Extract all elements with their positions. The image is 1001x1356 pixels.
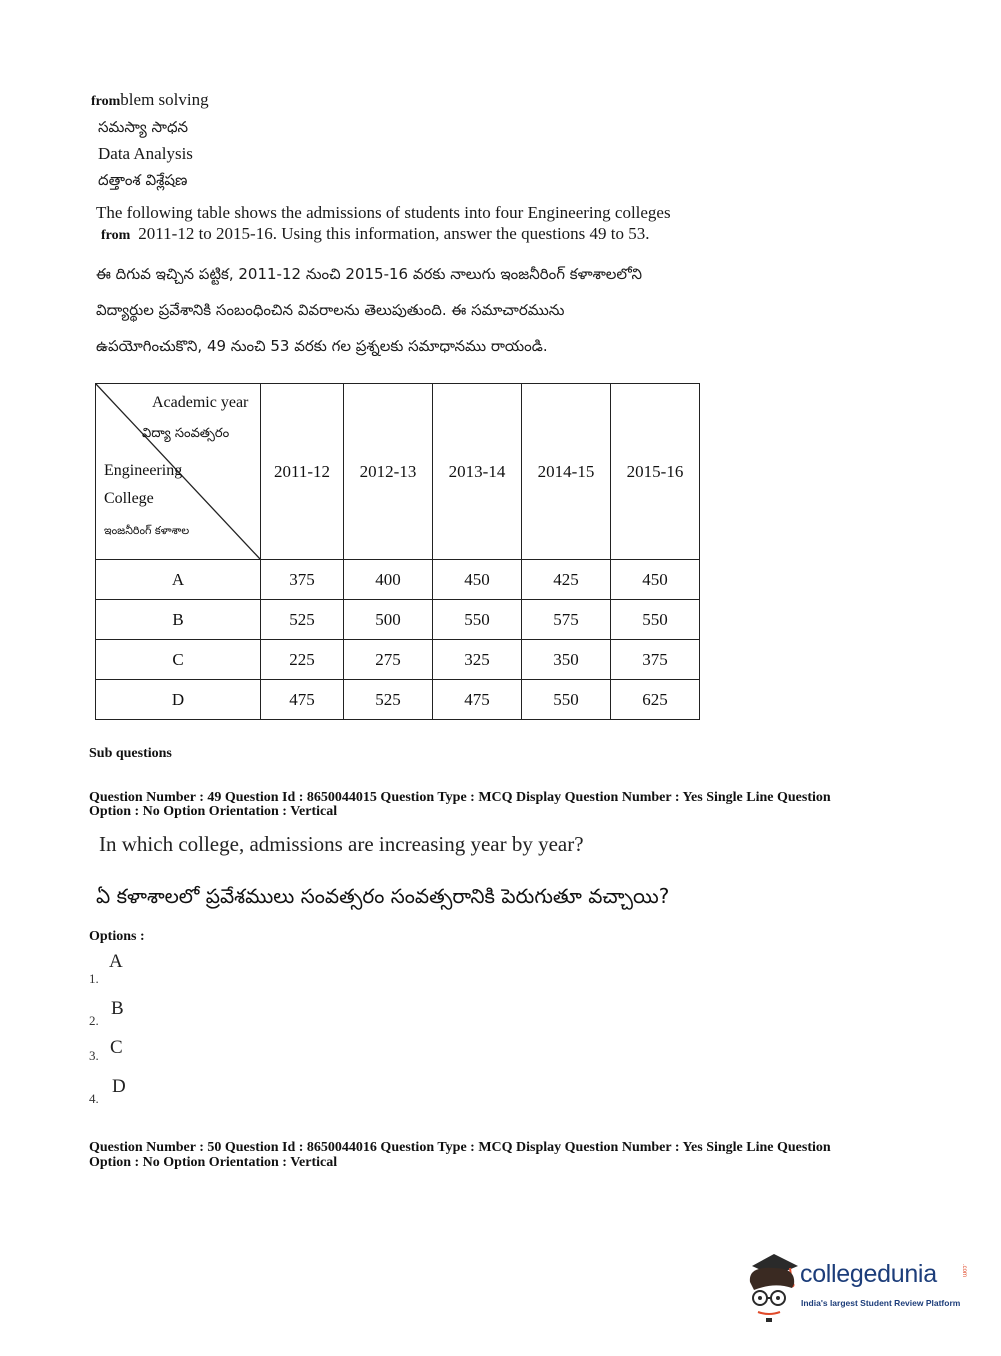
- intro-te-line2: విద్యార్థుల ప్రవేశానికి సంబంధించిన వివరాలను తెలుపుతుంది. ఈ సమాచారమును: [96, 301, 565, 319]
- option-value: A: [109, 951, 123, 972]
- value-cell: 625: [611, 680, 700, 720]
- intro-from: from: [101, 228, 131, 243]
- college-cell: C: [96, 640, 261, 680]
- collegedunia-logo[interactable]: [744, 1252, 974, 1322]
- value-cell: 375: [261, 560, 344, 600]
- corner-college-te: ఇంజనీరింగ్ కళాశాల: [104, 524, 190, 537]
- year-header: 2013-14: [433, 384, 522, 560]
- value-cell: 375: [611, 640, 700, 680]
- value-cell: 400: [344, 560, 433, 600]
- q50-meta-line2: Option : No Option Orientation : Vertical: [89, 1155, 338, 1170]
- q49-meta-line1: Question Number : 49 Question Id : 8650044015 Question Type : MCQ Display Question Number : Yes Single Line Question: [89, 790, 831, 805]
- table-header-row: [96, 384, 700, 560]
- intro-en-line1: The following table shows the admissions of students into four Engineering colleges: [96, 203, 671, 222]
- q50-meta-line1: Question Number : 50 Question Id : 8650044016 Question Type : MCQ Display Question Number : Yes Single Line Question: [89, 1140, 831, 1155]
- logo-name: collegedunia: [800, 1260, 937, 1288]
- value-cell: 575: [522, 600, 611, 640]
- value-cell: 225: [261, 640, 344, 680]
- year-header: 2011-12: [261, 384, 344, 560]
- table-row: [96, 600, 700, 640]
- corner-year-en: Academic year: [152, 394, 249, 411]
- q49-text-te: ఏ కళాశాలలో ప్రవేశములు సంవత్సరం సంవత్సరానికి పెరుగుతూ వచ్చాయి?: [96, 884, 670, 908]
- intro-en-line2: [101, 224, 650, 244]
- value-cell: 475: [261, 680, 344, 720]
- value-cell: 450: [433, 560, 522, 600]
- logo-suffix: .com: [961, 1264, 967, 1278]
- topic-te: సమస్యా సాధన: [98, 118, 189, 136]
- table-row: [96, 680, 700, 720]
- admissions-table: [95, 383, 700, 720]
- mascot-icon: [744, 1252, 804, 1322]
- logo-tagline: India's largest Student Review Platform: [801, 1298, 961, 1308]
- year-header: 2014-15: [522, 384, 611, 560]
- intro-te-line3: ఉపయోగించుకొని, 49 నుంచి 53 వరకు గల ప్రశ్నలకు సమాధానము రాయండి.: [96, 337, 548, 355]
- option-3[interactable]: [89, 1037, 149, 1077]
- section-en: Data Analysis: [98, 144, 193, 163]
- value-cell: 550: [611, 600, 700, 640]
- value-cell: 450: [611, 560, 700, 600]
- value-cell: 525: [344, 680, 433, 720]
- value-cell: 350: [522, 640, 611, 680]
- topic-en: blem solving: [120, 90, 209, 109]
- value-cell: 500: [344, 600, 433, 640]
- corner-year-te: విద్యా సంవత్సరం: [142, 426, 230, 441]
- value-cell: 425: [522, 560, 611, 600]
- table-row: [96, 560, 700, 600]
- corner-college-en1: Engineering: [104, 462, 183, 479]
- college-cell: B: [96, 600, 261, 640]
- option-value: B: [111, 998, 124, 1019]
- college-cell: D: [96, 680, 261, 720]
- value-cell: 275: [344, 640, 433, 680]
- value-cell: 325: [433, 640, 522, 680]
- intro-en-text2: 2011-12 to 2015-16. Using this information, answer the questions 49 to 53.: [138, 224, 650, 243]
- option-1[interactable]: [89, 951, 149, 991]
- option-value: C: [110, 1037, 123, 1058]
- table-row: [96, 640, 700, 680]
- topic-from: from: [91, 94, 121, 109]
- intro-te-line1: ఈ దిగువ ఇచ్చిన పట్టిక, 2011-12 నుంచి 2015-16 వరకు నాలుగు ఇంజనీరింగ్ కళాశాలలోని: [96, 265, 643, 283]
- option-number: 2.: [89, 1013, 99, 1028]
- q49-text-en: In which college, admissions are increasing year by year?: [99, 832, 584, 856]
- option-4[interactable]: [89, 1076, 149, 1116]
- value-cell: 475: [433, 680, 522, 720]
- option-number: 4.: [89, 1091, 99, 1106]
- section-te: దత్తాంశ విశ్లేషణ: [98, 171, 188, 189]
- option-value: D: [112, 1076, 126, 1097]
- value-cell: 550: [522, 680, 611, 720]
- option-number: 1.: [89, 971, 99, 986]
- q49-meta-line2: Option : No Option Orientation : Vertical: [89, 804, 338, 819]
- sub-questions-label: Sub questions: [89, 746, 172, 761]
- college-cell: A: [96, 560, 261, 600]
- topic-heading: [91, 90, 209, 110]
- option-2[interactable]: [89, 998, 149, 1038]
- value-cell: 550: [433, 600, 522, 640]
- options-label: Options :: [89, 929, 145, 944]
- year-header: 2015-16: [611, 384, 700, 560]
- option-number: 3.: [89, 1048, 99, 1063]
- table-corner-cell: [96, 384, 261, 560]
- corner-college-en2: College: [104, 490, 154, 507]
- value-cell: 525: [261, 600, 344, 640]
- year-header: 2012-13: [344, 384, 433, 560]
